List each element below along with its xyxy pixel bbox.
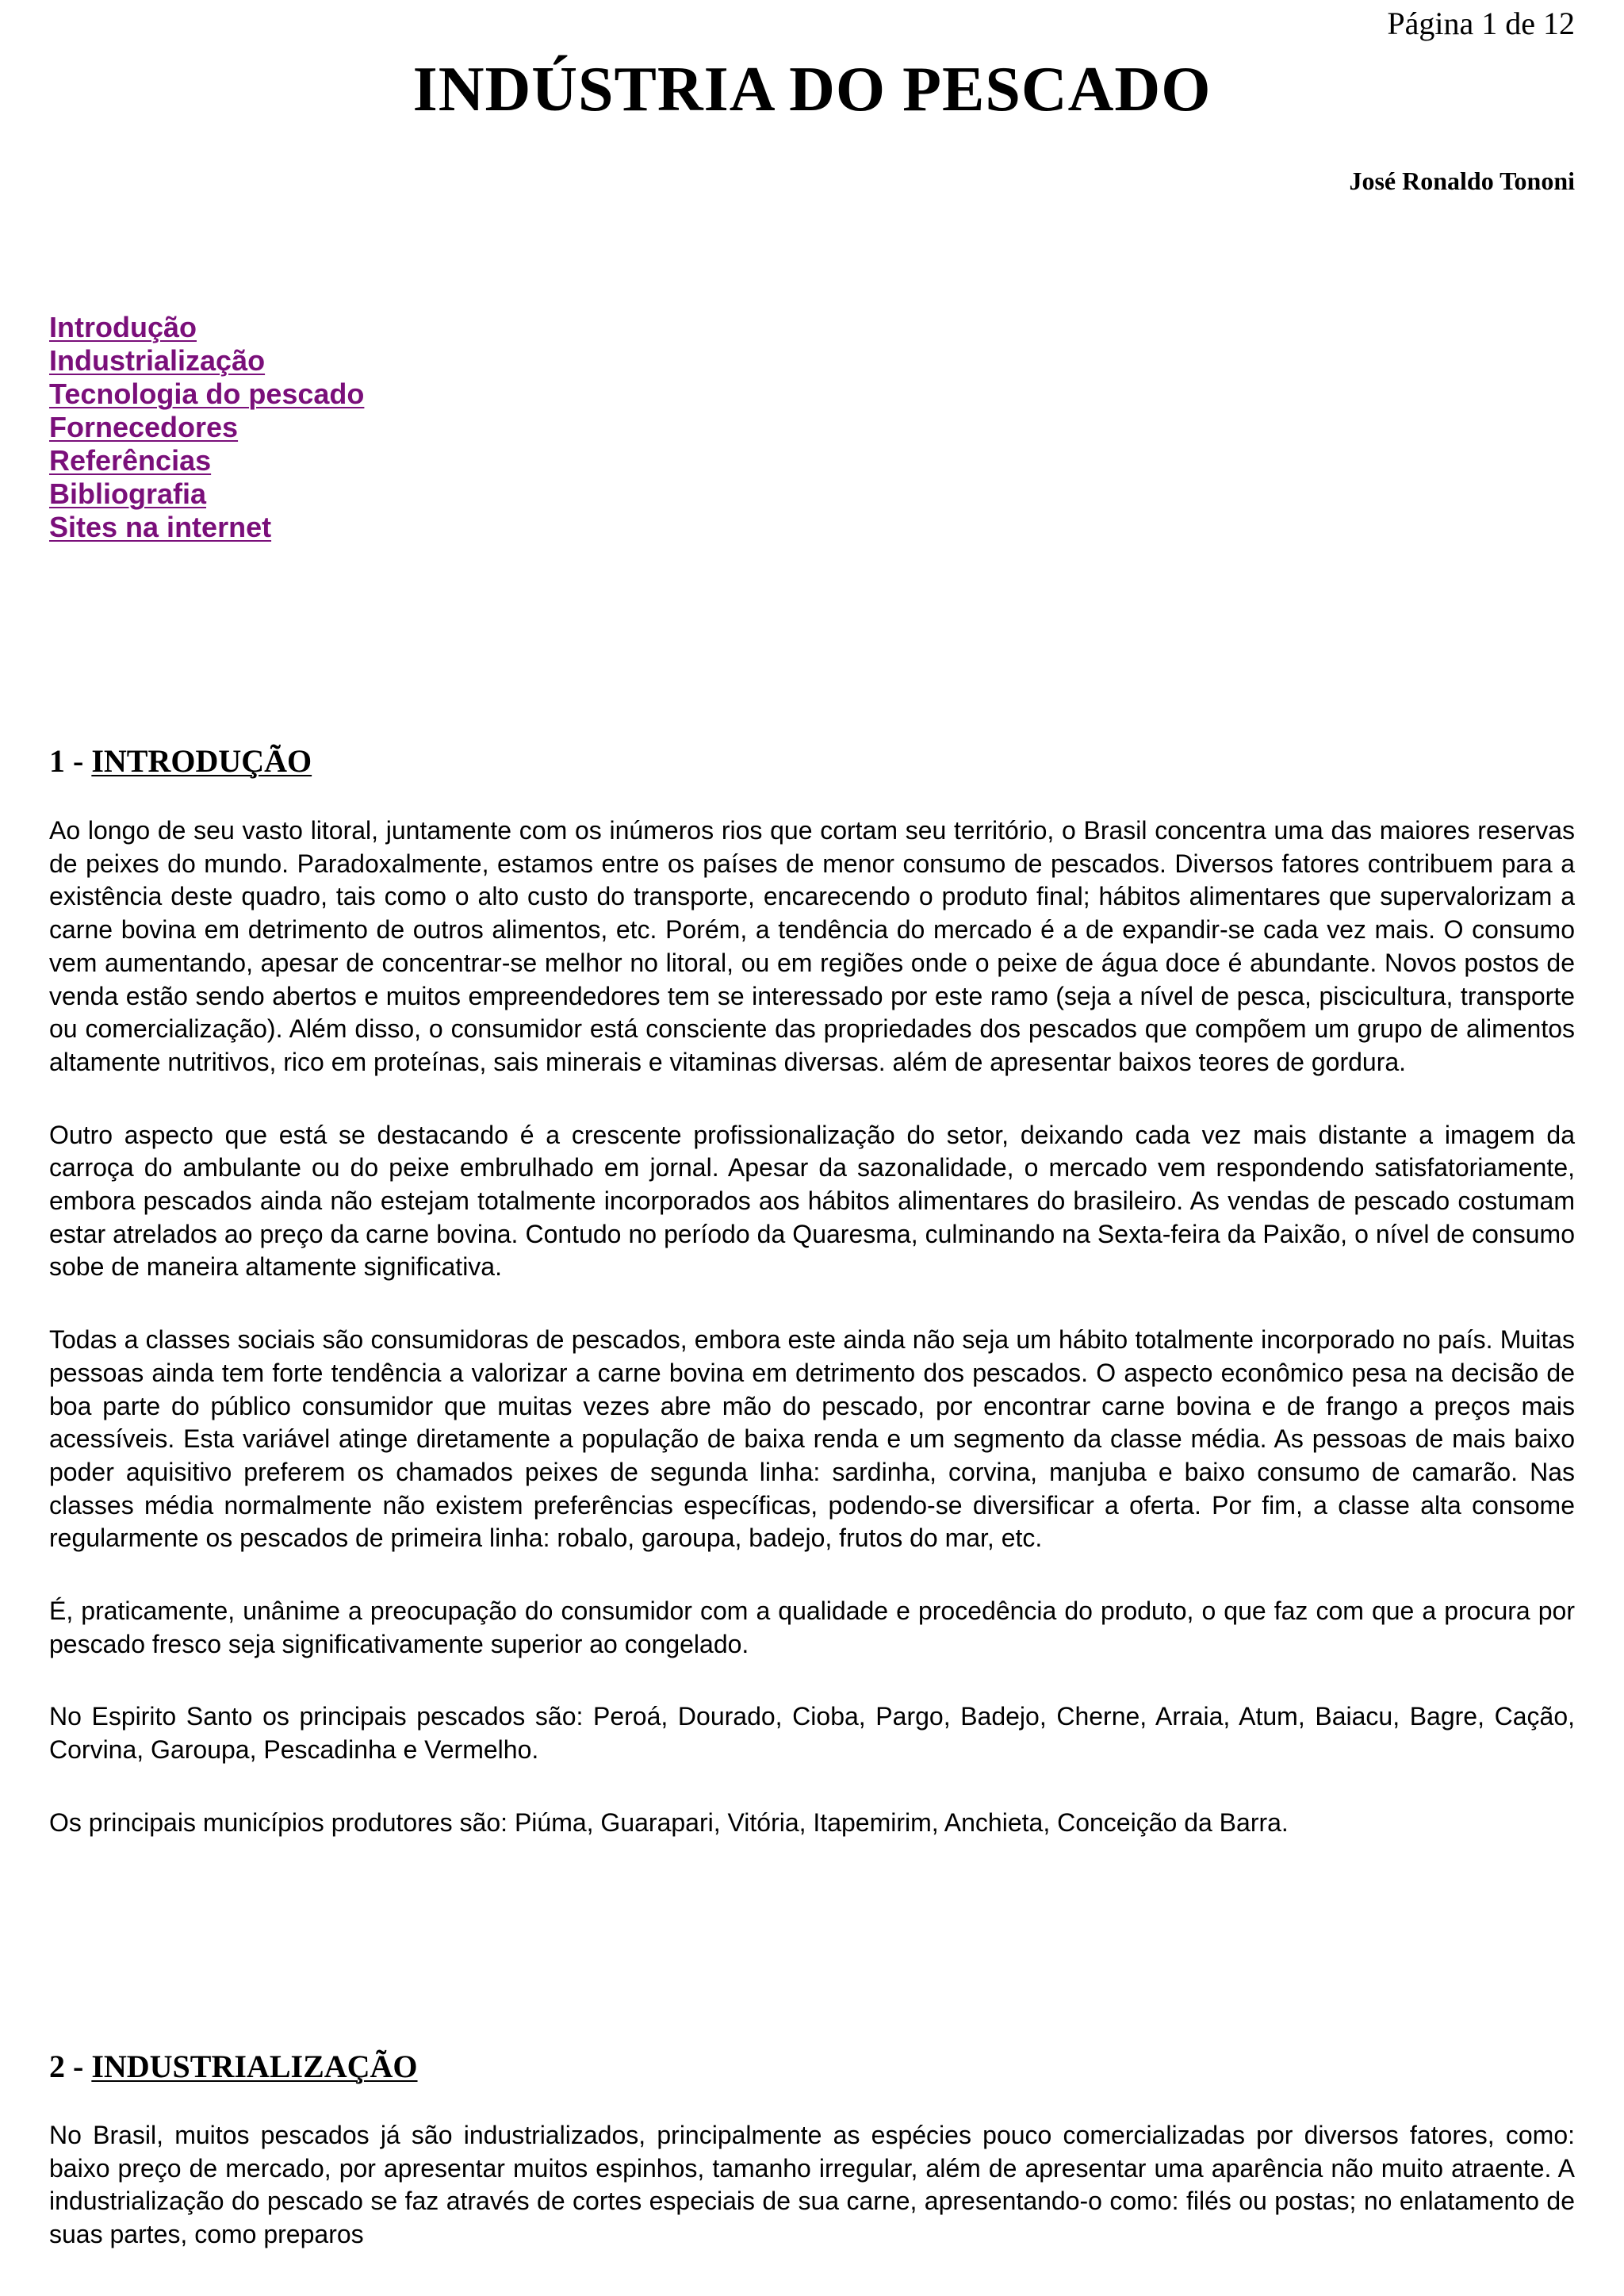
toc-item — [49, 378, 364, 411]
section-body-industrializacao — [49, 2119, 1575, 2291]
toc-link-industrializacao[interactable]: Industrialização — [49, 344, 266, 377]
paragraph: Ao longo de seu vasto litoral, juntamente com os inúmeros rios que cortam seu território, o Brasil concentra uma das maiores reservas de peixes do mundo. Paradoxalmente, estamos entre os países de menor consumo de pescados. Diversos fatores contribuem para a existência deste quadro, tais como o alto custo do transporte, encarecendo o produto final; hábitos alimentares que supervalorizam a carne bovina em detrimento de outros alimentos, etc. Porém, a tendência do mercado é a de expandir-se cada vez mais. O consumo vem aumentando, apesar de concentrar-se melhor no litoral, ou em regiões onde o peixe de água doce é abundante. Novos postos de venda estão sendo abertos e muitos empreendedores tem se interessado por este ramo (seja a nível de pesca, piscicultura, transporte ou comercialização). Além disso, o consumidor está consciente das propriedades dos pescados que compõem um grupo de alimentos altamente nutritivos, rico em proteínas, sais minerais e vitaminas diversas. além de apresentar baixos teores de gordura. — [49, 816, 1575, 1076]
paragraph: Os principais municípios produtores são: Piúma, Guarapari, Vitória, Itapemirim, Anchieta, Conceição da Barra. — [49, 1807, 1289, 1837]
toc-link-fornecedores[interactable]: Fornecedores — [49, 411, 239, 443]
section-title: INTRODUÇÃO — [91, 743, 312, 779]
section-number: 2 - — [49, 2049, 92, 2084]
toc-item — [49, 477, 364, 511]
author-name: José Ronaldo Tononi — [1349, 167, 1575, 195]
toc-item — [49, 411, 364, 444]
section-number: 1 - — [49, 743, 92, 779]
page-number: Página 1 de 12 — [1387, 6, 1575, 41]
toc-link-bibliografia[interactable]: Bibliografia — [49, 477, 207, 510]
section-title: INDUSTRIALIZAÇÃO — [91, 2049, 418, 2084]
paragraph: No Espirito Santo os principais pescados são: Peroá, Dourado, Cioba, Pargo, Badejo, Cherne, Arraia, Atum, Baiacu, Bagre, Cação, Corvina, Garoupa, Pescadinha e Vermelho. — [49, 1702, 1575, 1765]
toc-item — [49, 311, 364, 344]
table-of-contents — [49, 311, 364, 544]
paragraph: Todas a classes sociais são consumidoras de pescados, embora este ainda não seja um hábito totalmente incorporado no país. Muitas pessoas ainda tem forte tendência a valorizar a carne bovina em detrimento dos pescados. O aspecto econômico pesa na decisão de boa parte do público consumidor que muitas vezes abre mão do pescado, por encontrar carne bovina e de frango a preços mais acessíveis. Esta variável atinge diretamente a população de baixa renda e um segmento da classe média. As pessoas de mais baixo poder aquisitivo preferem os chamados peixes de segunda linha: sardinha, corvina, manjuba e baixo consumo de camarão. Nas classes média normalmente não existem preferências específicas, podendo-se diversificar a oferta. Por fim, a classe alta consome regularmente os pescados de primeira linha: robalo, garoupa, badejo, frutos do mar, etc. — [49, 1325, 1575, 1553]
toc-link-introducao[interactable]: Introdução — [49, 311, 197, 343]
toc-item — [49, 344, 364, 378]
toc-link-sites[interactable]: Sites na internet — [49, 511, 272, 543]
page-title: INDÚSTRIA DO PESCADO — [412, 55, 1212, 125]
toc-item — [49, 511, 364, 544]
toc-item — [49, 444, 364, 477]
section-heading-introducao — [49, 742, 312, 780]
toc-link-referencias[interactable]: Referências — [49, 444, 212, 477]
toc-link-tecnologia[interactable]: Tecnologia do pescado — [49, 378, 365, 410]
paragraph: É, praticamente, unânime a preocupação do consumidor com a qualidade e procedência do produto, o que faz com que a procura por pescado fresco seja significativamente superior ao congelado. — [49, 1596, 1575, 1658]
section-heading-industrializacao — [49, 2048, 418, 2085]
paragraph: Outro aspecto que está se destacando é a crescente profissionalização do setor, deixando cada vez mais distante a imagem da carroça do ambulante ou do peixe embrulhado em jornal. Apesar da sazonalidade, o mercado vem respondendo satisfatoriamente, embora pescados ainda não estejam totalmente incorporados aos hábitos alimentares do brasileiro. As vendas de pescado costumam estar atrelados ao preço da carne bovina. Contudo no período da Quaresma, culminando na Sexta-feira da Paixão, o nível de consumo sobe de maneira altamente significativa. — [49, 1120, 1575, 1282]
paragraph: No Brasil, muitos pescados já são industrializados, principalmente as espécies pouco comercializadas por diversos fatores, como: baixo preço de mercado, por apresentar muitos espinhos, tamanho irregular, além de apresentar uma aparência não muito atraente. A industrialização do pescado se faz através de cortes especiais de sua carne, apresentando-o como: filés ou postas; no enlatamento de suas partes, como preparos — [49, 2121, 1575, 2249]
section-body-introducao — [49, 815, 1575, 1880]
